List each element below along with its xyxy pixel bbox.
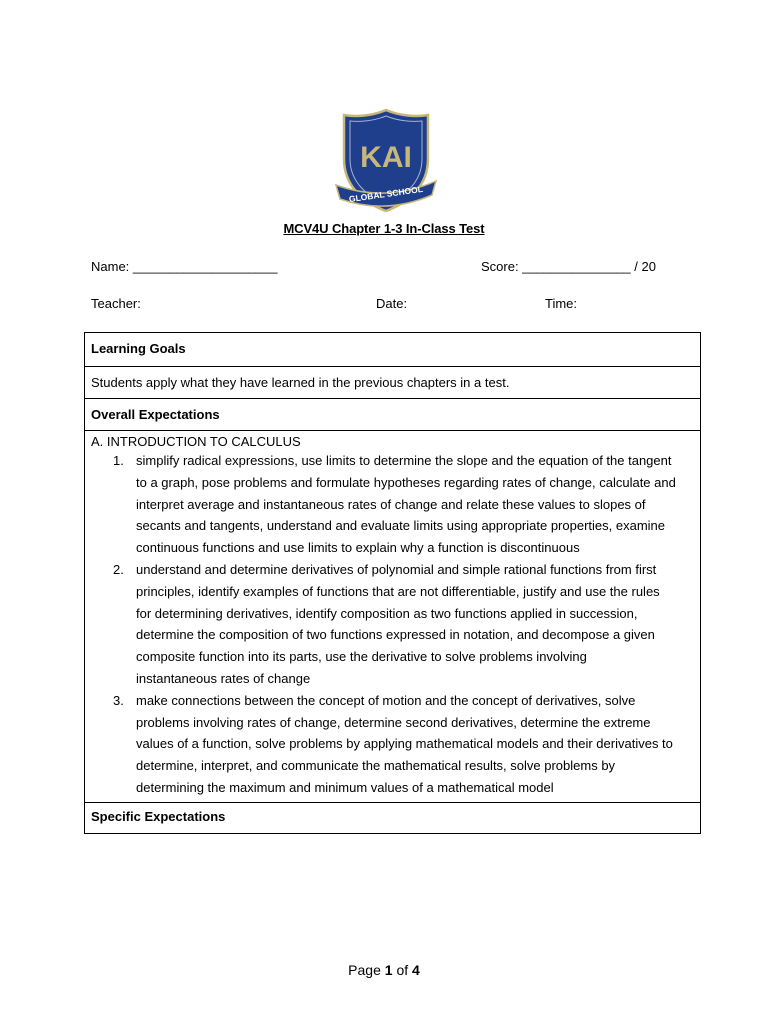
item-line: determining the maximum and minimum values of a mathematical model (136, 779, 554, 795)
time-field: Time: (545, 296, 578, 311)
item-line: simplify radical expressions, use limits to determine the slope and the equation of the tangent (136, 453, 672, 468)
item-number: 2. (113, 561, 124, 577)
item-line: values of a function, solve problems by applying mathematical models and their derivatives to (136, 736, 673, 752)
svg-text:GLOBAL SCHOOL: GLOBAL SCHOOL (348, 183, 424, 205)
item-line: secants and tangents, understand and evaluate limits using appropriate properties, examine (136, 518, 665, 534)
item-line: determine the composition of two functions expressed in notation, and decompose a given (136, 627, 655, 643)
item-line: problems involving rates of change, determine second derivatives, determine the extreme (136, 714, 651, 730)
name-field: Name: ____________________ (91, 259, 278, 274)
overall-expectations-heading: Overall Expectations (85, 398, 700, 430)
page-total: 4 (412, 962, 420, 978)
item-number: 3. (113, 692, 124, 708)
item-line: interpret average and instantaneous rates of change and relate these values to slopes of (136, 496, 646, 512)
list-item (91, 559, 694, 690)
item-line: continuous functions and use limits to explain why a function is discontinuous (136, 540, 580, 556)
list-item (91, 690, 694, 799)
item-line: principles, identify examples of functions that are not differentiable, justify and use the rules (136, 583, 660, 599)
item-line: make connections between the concept of motion and the concept of derivatives, solve (136, 692, 636, 708)
item-line: for determining derivatives, identify composition as two functions applied in succession, (136, 605, 638, 621)
section-title: A. INTRODUCTION TO CALCULUS (91, 434, 301, 449)
item-line: to a graph, pose problems and formulate hypotheses regarding rates of change, calculate and (136, 474, 676, 490)
item-line: determine, interpret, and communicate the mathematical results, solve problems by (136, 758, 616, 774)
item-line: understand and determine derivatives of polynomial and simple rational functions from first (136, 561, 657, 577)
date-field: Date: (376, 296, 408, 311)
score-field: Score: _______________ / 20 (481, 259, 656, 274)
svg-text:KAI: KAI (360, 141, 412, 174)
test-title: MCV4U Chapter 1-3 In-Class Test (283, 221, 485, 236)
page-footer (0, 962, 768, 978)
teacher-field: Teacher: (91, 296, 141, 311)
school-logo (334, 107, 438, 215)
shield-logo-icon (334, 107, 438, 215)
specific-expectations-heading: Specific Expectations (85, 802, 700, 833)
expectations-list (91, 450, 694, 799)
page-current: 1 (384, 962, 393, 978)
item-line: instantaneous rates of change (136, 670, 311, 686)
item-number: 1. (113, 453, 124, 468)
list-item (91, 450, 694, 559)
learning-goals-text: Students apply what they have learned in the previous chapters in a test. (85, 366, 700, 398)
learning-goals-heading: Learning Goals (91, 341, 186, 356)
page-label: Page (348, 962, 381, 978)
item-line: composite function into its parts, use the derivative to solve problems involving (136, 649, 587, 665)
page-of: of (396, 962, 409, 978)
overall-expectations-body (85, 430, 700, 802)
expectations-table (84, 332, 701, 834)
